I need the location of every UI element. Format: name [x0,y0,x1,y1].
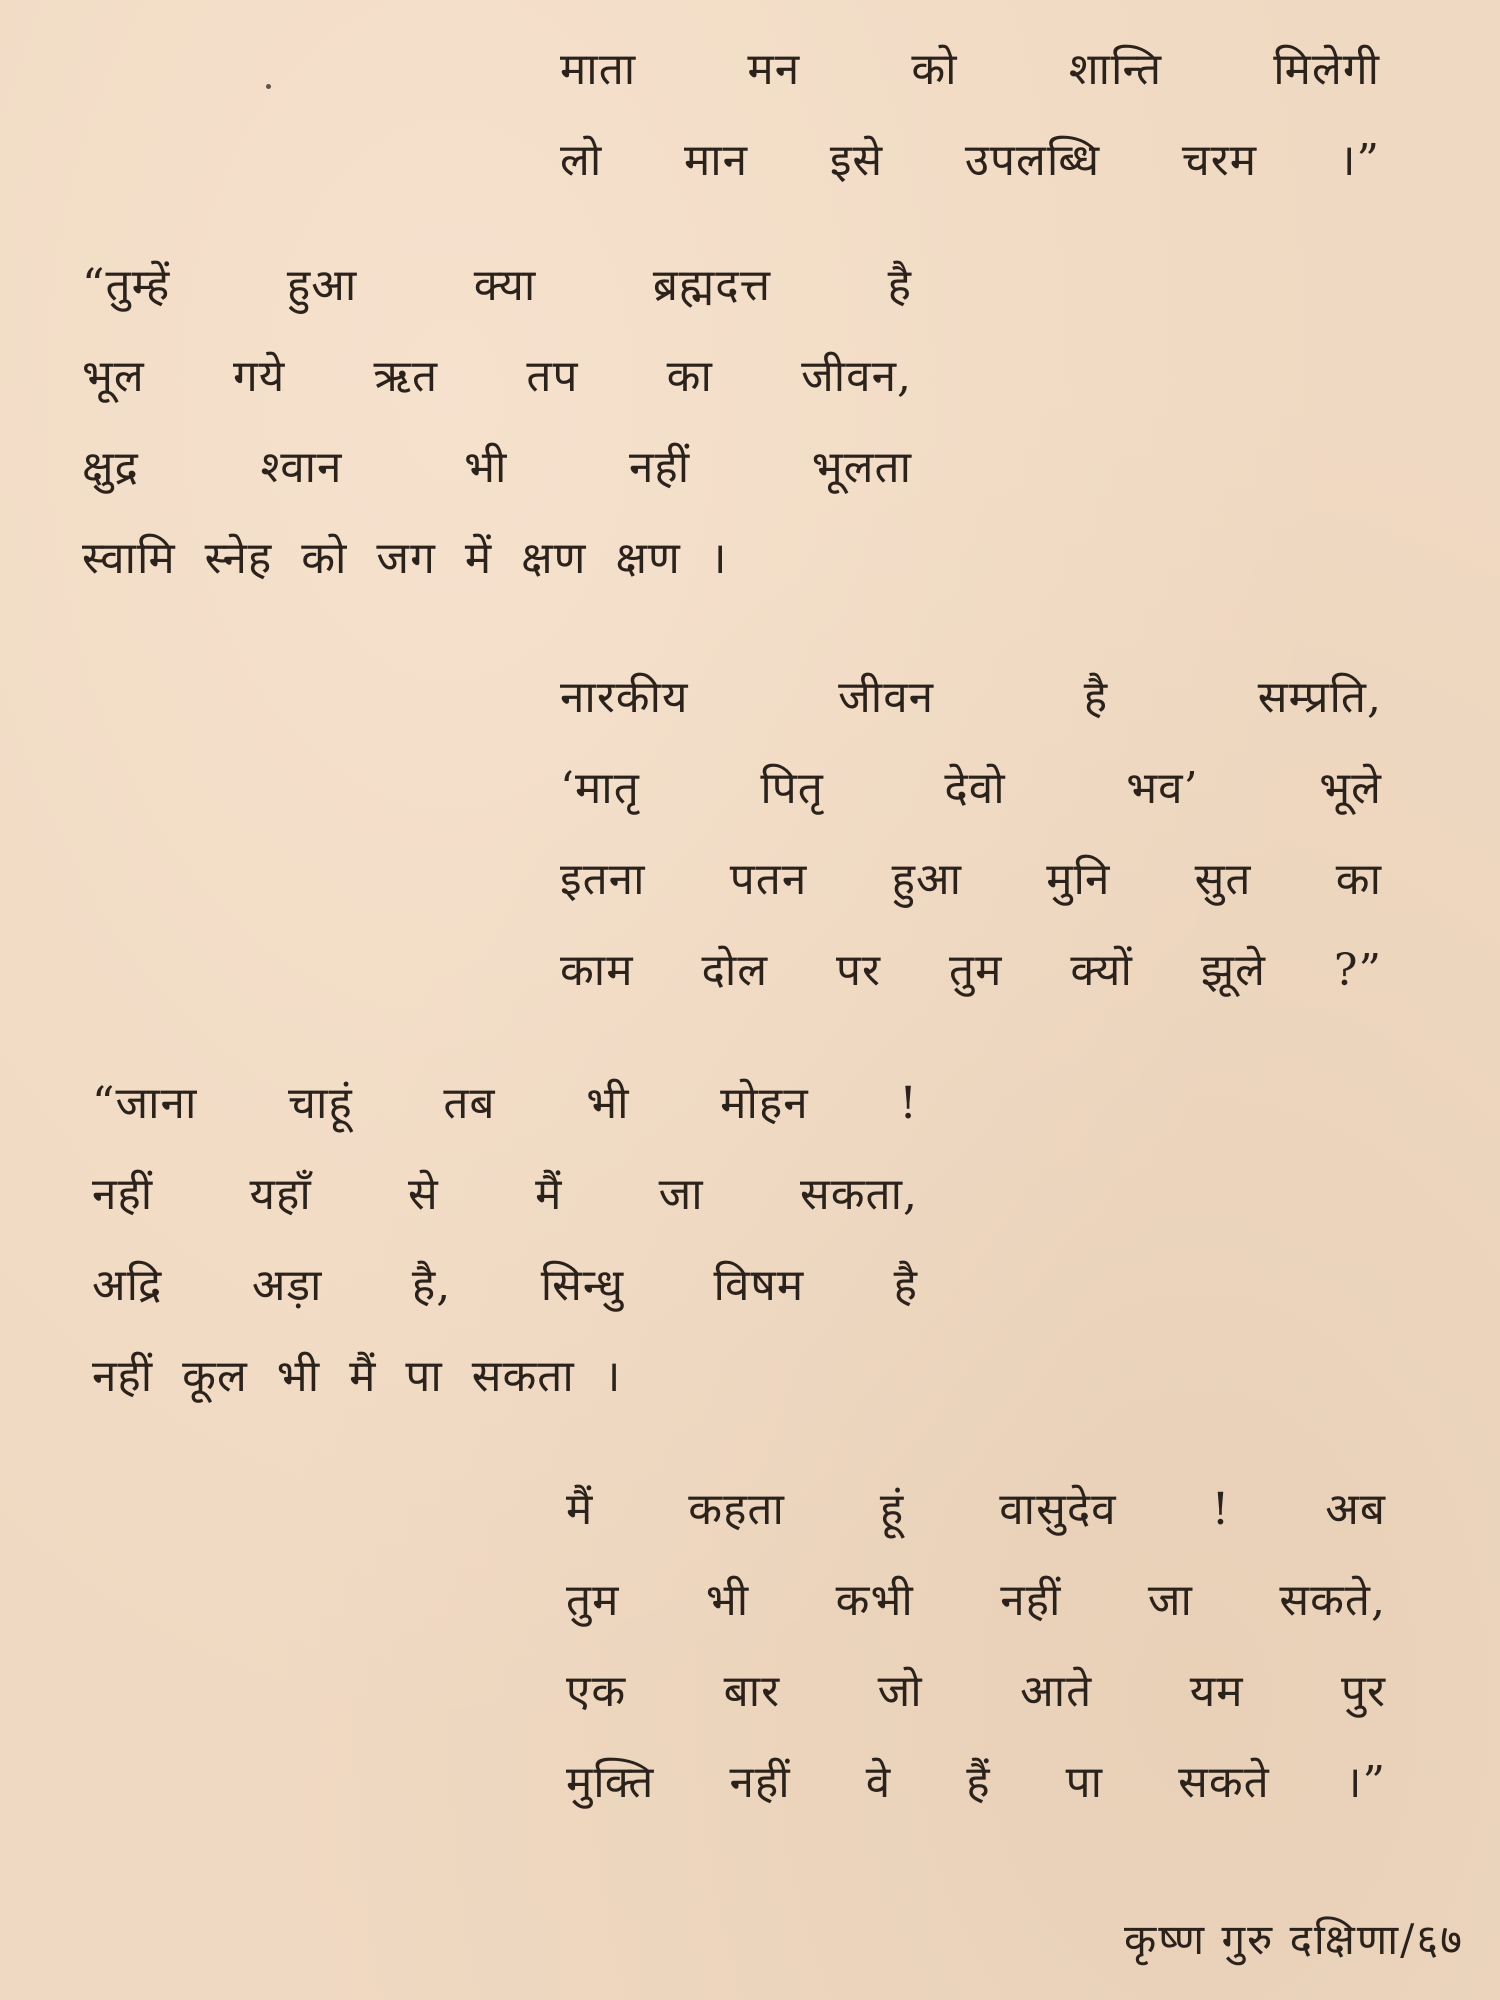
verse-line: ‘मातृ पितृ देवो भव’ भूले [560,763,1382,814]
verse-line: स्वामि स्नेह को जग में क्षण क्षण । [82,533,728,584]
verse-line: लो मान इसे उपलब्धि चरम ।” [560,135,1380,186]
verse-line: काम दोल पर तुम क्यों झूले ?” [560,945,1382,996]
verse-line: क्षुद्र श्वान भी नहीं भूलता [82,442,912,493]
running-footer: कृष्ण गुरु दक्षिणा/६७ [1124,1915,1464,1964]
verse-line: इतना पतन हुआ मुनि सुत का [560,854,1382,905]
stanza-1 [560,24,1380,206]
verse-line: अद्रि अड़ा है, सिन्धु विषम है [92,1260,918,1311]
stanza-3 [560,652,1382,1016]
stanza-2 [82,240,912,604]
verse-line: माता मन को शान्ति मिलेगी [560,44,1380,95]
verse-line: मैं कहता हूं वासुदेव ! अब [566,1484,1386,1535]
stanza-4 [92,1058,918,1422]
ink-speck [266,84,271,89]
verse-line: तुम भी कभी नहीं जा सकते, [566,1575,1386,1626]
verse-line: नहीं यहाँ से मैं जा सकता, [92,1169,918,1220]
verse-line: “तुम्हें हुआ क्या ब्रह्मदत्त है [82,260,912,311]
verse-line: मुक्ति नहीं वे हैं पा सकते ।” [566,1757,1386,1808]
stanza-5 [566,1464,1386,1828]
verse-line: भूल गये ऋत तप का जीवन, [82,351,912,402]
verse-line: नारकीय जीवन है सम्प्रति, [560,672,1382,723]
verse-line: एक बार जो आते यम पुर [566,1666,1386,1717]
verse-line: “जाना चाहूं तब भी मोहन ! [92,1078,918,1129]
verse-line: नहीं कूल भी मैं पा सकता । [92,1351,622,1402]
